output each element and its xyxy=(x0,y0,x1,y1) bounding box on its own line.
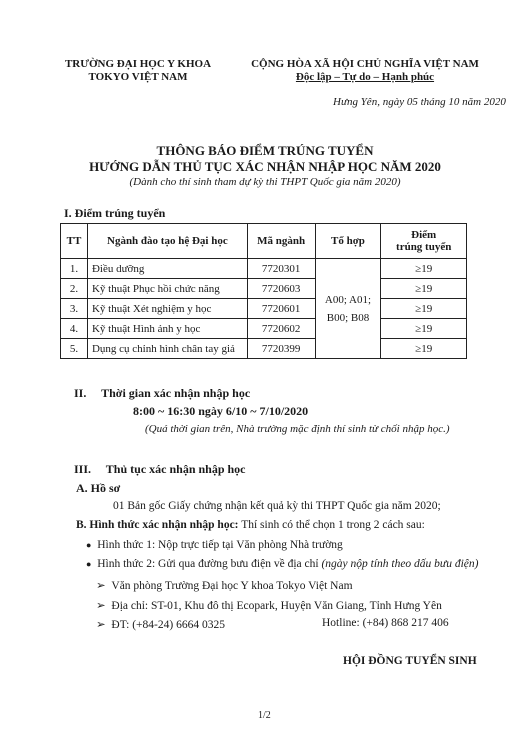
header-score-line1: Điểm xyxy=(411,229,437,241)
arrow-bullet-icon: ➢ xyxy=(96,600,106,612)
row-tt: 3. xyxy=(61,299,88,319)
page-number: 1/2 xyxy=(258,710,271,721)
row-tt: 2. xyxy=(61,279,88,299)
row-combo xyxy=(315,259,381,359)
signature-block: HỘI ĐỒNG TUYỂN SINH xyxy=(343,655,477,667)
admission-time-note: (Quá thời gian trên, Nhà trường mặc định thí sinh từ chối nhập học.) xyxy=(145,423,450,435)
header-code: Mã ngành xyxy=(247,224,315,259)
table-row xyxy=(61,279,467,299)
header-score-line2: trúng tuyển xyxy=(396,241,452,253)
row-code: 7720603 xyxy=(247,279,315,299)
row-score: ≥19 xyxy=(381,339,467,359)
option1-text: Hình thức 1: Nộp trực tiếp tại Văn phòng Nhà trường xyxy=(97,539,343,551)
row-tt: 4. xyxy=(61,319,88,339)
dossier-heading: A. Hồ sơ xyxy=(76,481,121,495)
arrow-bullet-icon: ➢ xyxy=(96,580,106,592)
title-subtitle: (Dành cho thí sinh tham dự kỳ thi THPT Quốc gia năm 2020) xyxy=(129,176,401,188)
row-major: Kỹ thuật Phục hồi chức năng xyxy=(87,279,247,299)
bullet-dot-icon: ● xyxy=(86,559,92,569)
bullet-dot-icon: ● xyxy=(86,540,92,550)
option2-item xyxy=(86,558,478,570)
header-major: Ngành đào tạo hệ Đại học xyxy=(87,224,247,259)
option2-note: (ngày nộp tính theo dấu bưu điện) xyxy=(321,558,479,570)
admission-time: 8:00 ~ 16:30 ngày 6/10 ~ 7/10/2020 xyxy=(133,404,309,418)
method-line xyxy=(76,519,425,531)
table-row xyxy=(61,259,467,279)
school-name-line2: TOKYO VIỆT NAM xyxy=(88,71,188,83)
arrow-bullet-icon: ➢ xyxy=(96,619,106,631)
school-name-line1: TRƯỜNG ĐẠI HỌC Y KHOA xyxy=(64,58,212,70)
row-major: Kỹ thuật Xét nghiệm y học xyxy=(87,299,247,319)
dossier-text: 01 Bản gốc Giấy chứng nhận kết quả kỳ thi THPT Quốc gia năm 2020; xyxy=(113,500,441,512)
row-score: ≥19 xyxy=(381,259,467,279)
nation-name: CỘNG HÒA XÃ HỘI CHỦ NGHĨA VIỆT NAM xyxy=(251,58,479,70)
header-tt: TT xyxy=(61,224,88,259)
table-row xyxy=(61,339,467,359)
header-combo: Tổ hợp xyxy=(315,224,381,259)
section3-heading: III. Thủ tục xác nhận nhập học xyxy=(74,462,246,476)
address-office: Văn phòng Trường Đại học Y khoa Tokyo Việt Nam xyxy=(111,580,353,592)
table-row xyxy=(61,299,467,319)
nation-motto xyxy=(250,71,480,83)
method-heading: B. Hình thức xác nhận nhập học: xyxy=(76,519,239,531)
section1-heading: I. Điểm trúng tuyển xyxy=(64,206,166,220)
option1-item xyxy=(86,539,343,551)
hotline-number: Hotline: (+84) 868 217 406 xyxy=(322,617,449,629)
address-item-1 xyxy=(96,578,353,592)
method-text: Thí sinh có thể chọn 1 trong 2 cách sau: xyxy=(238,519,425,531)
row-tt: 5. xyxy=(61,339,88,359)
header-score xyxy=(381,224,467,259)
table-row xyxy=(61,319,467,339)
title-line1: THÔNG BÁO ĐIỂM TRÚNG TUYỂN xyxy=(156,143,374,158)
row-score: ≥19 xyxy=(381,299,467,319)
row-code: 7720399 xyxy=(247,339,315,359)
row-code: 7720301 xyxy=(247,259,315,279)
address-detail: Địa chỉ: ST-01, Khu đô thị Ecopark, Huyện Văn Giang, Tỉnh Hưng Yên xyxy=(111,600,442,612)
combo-line1: A00; A01; xyxy=(324,293,372,306)
row-score: ≥19 xyxy=(381,319,467,339)
row-code: 7720601 xyxy=(247,299,315,319)
row-major: Dụng cụ chỉnh hình chân tay giả xyxy=(87,339,247,359)
row-major: Kỹ thuật Hình ảnh y học xyxy=(87,319,247,339)
row-code: 7720602 xyxy=(247,319,315,339)
option2-text: Hình thức 2: Gửi qua đường bưu điện về địa chỉ xyxy=(97,558,322,570)
combo-line2: B00; B08 xyxy=(326,311,370,324)
section2-heading: II. Thời gian xác nhận nhập học xyxy=(74,386,251,400)
address-item-3 xyxy=(96,617,225,631)
row-score: ≥19 xyxy=(381,279,467,299)
row-tt: 1. xyxy=(61,259,88,279)
nation-motto-text: Độc lập – Tự do – Hạnh phúc xyxy=(295,71,435,83)
address-item-2 xyxy=(96,598,442,612)
table-header-row xyxy=(61,224,467,259)
admission-score-table xyxy=(60,223,467,359)
document-date: Hưng Yên, ngày 05 tháng 10 năm 2020 xyxy=(333,96,506,108)
phone-number: ĐT: (+84-24) 6664 0325 xyxy=(111,619,225,631)
title-line2: HƯỚNG DẪN THỦ TỤC XÁC NHẬN NHẬP HỌC NĂM 2020 xyxy=(89,159,441,174)
row-major: Điều dưỡng xyxy=(87,259,247,279)
